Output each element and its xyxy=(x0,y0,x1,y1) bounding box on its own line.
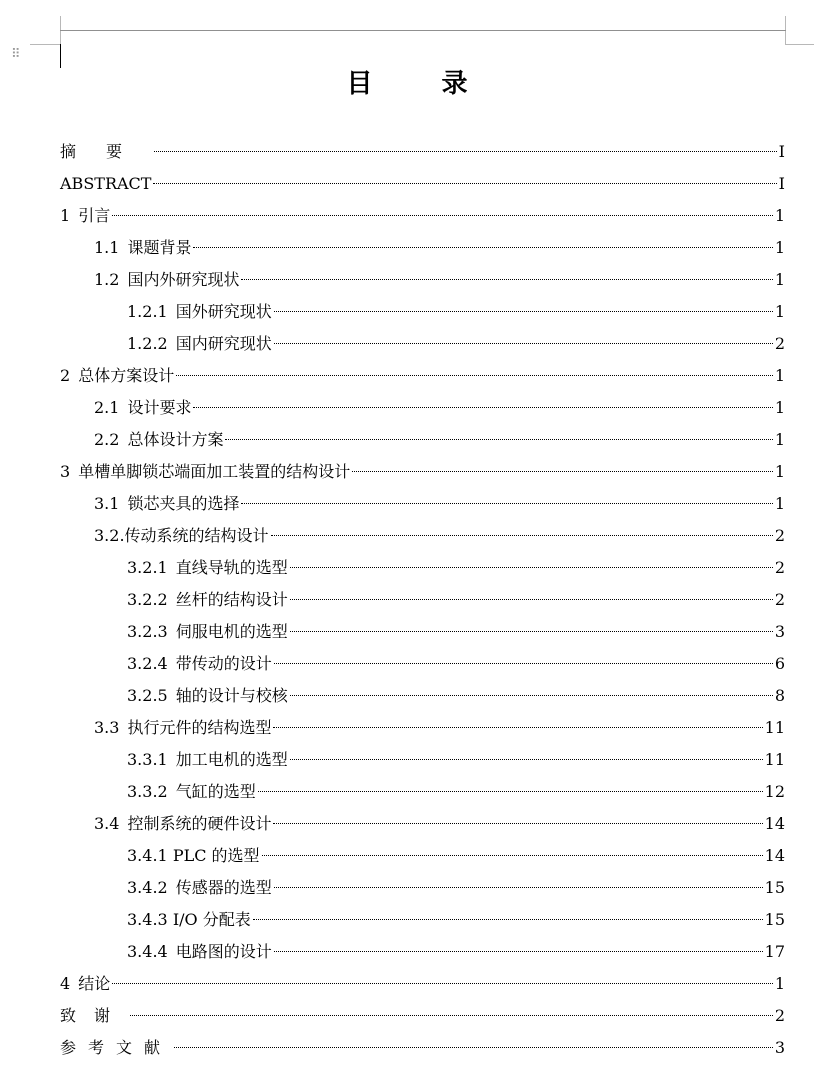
toc-entry[interactable] xyxy=(60,264,785,296)
toc-entry[interactable] xyxy=(60,648,785,680)
toc-entry[interactable] xyxy=(60,776,785,808)
toc-entry-page: 2 xyxy=(774,1006,785,1025)
toc-dot-leader xyxy=(290,567,773,568)
toc-entry[interactable] xyxy=(60,904,785,936)
toc-entry-number: 1.2.2 xyxy=(127,334,168,353)
toc-entry-label xyxy=(60,1032,172,1064)
toc-entry-text: 控制系统的硬件设计 xyxy=(127,814,272,833)
toc-entry[interactable] xyxy=(60,136,785,168)
toc-dot-leader xyxy=(225,439,772,440)
toc-entry[interactable] xyxy=(60,936,785,968)
toc-entry-page: 1 xyxy=(774,238,785,257)
toc-entry[interactable] xyxy=(60,552,785,584)
toc-entry-page: 2 xyxy=(774,526,785,545)
toc-entry-text: 传感器的选型 xyxy=(175,878,272,897)
toc-entry-label xyxy=(60,456,350,488)
toc-entry-text: 传动系统的结构设计 xyxy=(124,526,269,545)
toc-entry-text: 摘要 xyxy=(60,142,153,161)
toc-entry-label xyxy=(127,616,288,648)
toc-dot-leader xyxy=(274,887,763,888)
toc-dot-leader xyxy=(271,535,773,536)
toc-entry-text: 直线导轨的选型 xyxy=(175,558,288,577)
toc-dot-leader xyxy=(176,375,773,376)
toc-entry[interactable] xyxy=(60,232,785,264)
toc-dot-leader xyxy=(154,151,777,152)
page-title: 目 录 xyxy=(346,69,498,99)
toc-entry-label xyxy=(60,168,151,200)
toc-dot-leader xyxy=(273,727,762,728)
toc-dot-leader xyxy=(258,791,763,792)
toc-entry-label xyxy=(94,808,271,840)
toc-dot-leader xyxy=(241,503,772,504)
toc-dot-leader xyxy=(352,471,773,472)
toc-entry-label xyxy=(60,136,152,168)
drag-handle-icon[interactable]: ⠿ xyxy=(11,47,20,62)
toc-entry-page: I xyxy=(778,142,785,161)
toc-entry-number: 3 xyxy=(60,462,71,481)
toc-dot-leader xyxy=(290,695,773,696)
toc-entry-label xyxy=(127,776,256,808)
toc-entry-text: 丝杆的结构设计 xyxy=(175,590,288,609)
toc-entry-number: 3.1 xyxy=(94,494,120,513)
toc-entry-page: 1 xyxy=(774,270,785,289)
toc-entry-label xyxy=(127,872,272,904)
toc-entry-label xyxy=(127,328,272,360)
toc-entry-page: 14 xyxy=(764,846,785,865)
toc-entry-number: 2.1 xyxy=(94,398,120,417)
toc-entry[interactable] xyxy=(60,872,785,904)
toc-entry-text: 课题背景 xyxy=(127,238,192,257)
toc-entry-page: 1 xyxy=(774,494,785,513)
toc-entry-page: 1 xyxy=(774,974,785,993)
toc-entry[interactable] xyxy=(60,424,785,456)
toc-entry-text: 致谢 xyxy=(60,1006,129,1025)
table-of-contents xyxy=(60,136,785,1064)
toc-entry-page: 1 xyxy=(774,206,785,225)
toc-entry-number: 1.1 xyxy=(94,238,120,257)
toc-entry-page: 8 xyxy=(774,686,785,705)
toc-dot-leader xyxy=(130,1015,773,1016)
toc-dot-leader xyxy=(262,855,763,856)
toc-dot-leader xyxy=(112,215,773,216)
toc-entry-page: 1 xyxy=(774,366,785,385)
toc-dot-leader xyxy=(273,823,762,824)
toc-dot-leader xyxy=(153,183,776,184)
toc-entry-text: 锁芯夹具的选择 xyxy=(127,494,240,513)
toc-dot-leader xyxy=(274,951,763,952)
toc-entry[interactable] xyxy=(60,680,785,712)
toc-entry-page: 3 xyxy=(774,622,785,641)
toc-entry-number: 3.2.4 xyxy=(127,654,168,673)
toc-entry[interactable] xyxy=(60,584,785,616)
toc-entry-label xyxy=(127,296,272,328)
page-corner-mark-top-right xyxy=(785,16,814,45)
toc-entry-number: 4 xyxy=(60,974,71,993)
toc-entry-label xyxy=(94,232,191,264)
toc-entry-number: 1 xyxy=(60,206,71,225)
toc-dot-leader xyxy=(274,311,773,312)
toc-entry[interactable] xyxy=(60,296,785,328)
toc-entry-label xyxy=(127,744,288,776)
toc-dot-leader xyxy=(253,919,763,920)
toc-entry-page: 6 xyxy=(774,654,785,673)
toc-entry-text: I/O 分配表 xyxy=(172,910,251,929)
toc-entry-page: 3 xyxy=(774,1038,785,1057)
toc-entry[interactable] xyxy=(60,840,785,872)
toc-entry-number: 3.4.4 xyxy=(127,942,168,961)
toc-entry-number: 1.2.1 xyxy=(127,302,168,321)
toc-entry-text: 国外研究现状 xyxy=(175,302,272,321)
toc-entry-text: 单槽单脚锁芯端面加工装置的结构设计 xyxy=(78,462,351,481)
toc-entry-label xyxy=(127,648,272,680)
toc-entry-label xyxy=(127,552,288,584)
toc-entry-number: 1.2 xyxy=(94,270,120,289)
toc-entry-label xyxy=(127,680,288,712)
toc-entry-number: 3.2.5 xyxy=(127,686,168,705)
toc-entry-label xyxy=(94,712,271,744)
toc-entry-text: 伺服电机的选型 xyxy=(175,622,288,641)
toc-entry-page: 2 xyxy=(774,590,785,609)
toc-entry-number: 3.4.3 xyxy=(127,910,168,929)
toc-entry[interactable] xyxy=(60,744,785,776)
toc-entry[interactable] xyxy=(60,488,785,520)
toc-entry[interactable] xyxy=(60,616,785,648)
toc-dot-leader xyxy=(274,343,773,344)
toc-entry-label xyxy=(94,424,223,456)
toc-entry[interactable] xyxy=(60,520,785,552)
toc-dot-leader xyxy=(193,407,772,408)
toc-entry-page: 12 xyxy=(764,782,785,801)
toc-entry-number: 3.2.1 xyxy=(127,558,168,577)
toc-entry-text: PLC 的选型 xyxy=(172,846,260,865)
toc-entry[interactable] xyxy=(60,200,785,232)
toc-entry[interactable] xyxy=(60,1000,785,1032)
toc-entry-label xyxy=(60,1000,128,1032)
toc-dot-leader xyxy=(174,1047,773,1048)
toc-entry-text: 总体设计方案 xyxy=(127,430,224,449)
toc-dot-leader xyxy=(290,631,773,632)
toc-entry-text: 执行元件的结构选型 xyxy=(127,718,272,737)
toc-entry-text: 设计要求 xyxy=(127,398,192,417)
toc-entry-number: 3.4.2 xyxy=(127,878,168,897)
toc-entry-page: 11 xyxy=(764,718,785,737)
toc-entry-page: 11 xyxy=(764,750,785,769)
toc-dot-leader xyxy=(112,983,773,984)
toc-entry-page: 2 xyxy=(774,558,785,577)
toc-entry-number: 3.3.2 xyxy=(127,782,168,801)
page-corner-mark-top-left xyxy=(30,16,61,45)
toc-entry-label xyxy=(60,968,110,1000)
toc-entry-text: 轴的设计与校核 xyxy=(175,686,288,705)
toc-entry-number: 2.2 xyxy=(94,430,120,449)
toc-entry[interactable] xyxy=(60,808,785,840)
toc-entry-number: 3.3.1 xyxy=(127,750,168,769)
toc-entry-text: 国内外研究现状 xyxy=(127,270,240,289)
toc-entry[interactable] xyxy=(60,360,785,392)
toc-entry-label xyxy=(127,904,251,936)
toc-entry-label xyxy=(94,392,191,424)
toc-entry[interactable] xyxy=(60,392,785,424)
toc-entry-number: 3.2. xyxy=(94,526,125,545)
toc-entry-number: 3.4 xyxy=(94,814,120,833)
toc-dot-leader xyxy=(274,663,773,664)
toc-entry-text: 引言 xyxy=(78,206,111,225)
toc-entry-label xyxy=(94,488,239,520)
toc-entry-label xyxy=(127,584,288,616)
toc-entry-label xyxy=(94,520,269,552)
toc-dot-leader xyxy=(290,759,763,760)
toc-entry-number: 3.2.2 xyxy=(127,590,168,609)
toc-entry[interactable] xyxy=(60,968,785,1000)
toc-entry-text: 参考文献 xyxy=(60,1038,173,1057)
toc-entry-text: 结论 xyxy=(78,974,111,993)
toc-entry[interactable] xyxy=(60,1032,785,1064)
toc-entry-page: 15 xyxy=(764,878,785,897)
toc-entry-page: 1 xyxy=(774,398,785,417)
toc-entry-label xyxy=(94,264,239,296)
toc-entry-label xyxy=(60,360,174,392)
toc-entry-number: 2 xyxy=(60,366,71,385)
toc-entry-page: 15 xyxy=(764,910,785,929)
toc-dot-leader xyxy=(241,279,772,280)
toc-entry-number: 3.3 xyxy=(94,718,120,737)
toc-dot-leader xyxy=(193,247,772,248)
toc-entry[interactable] xyxy=(60,712,785,744)
toc-entry-page: 17 xyxy=(764,942,785,961)
toc-entry-page: 14 xyxy=(764,814,785,833)
toc-entry-page: I xyxy=(778,174,785,193)
toc-entry-page: 1 xyxy=(774,462,785,481)
toc-entry-label xyxy=(127,840,260,872)
toc-entry-text: 电路图的设计 xyxy=(175,942,272,961)
header-rule xyxy=(60,30,786,31)
toc-entry-number: 3.2.3 xyxy=(127,622,168,641)
toc-entry-label xyxy=(60,200,110,232)
toc-entry-text: 总体方案设计 xyxy=(78,366,175,385)
toc-entry-text: 气缸的选型 xyxy=(175,782,256,801)
toc-entry[interactable] xyxy=(60,328,785,360)
toc-entry-text: 带传动的设计 xyxy=(175,654,272,673)
toc-entry-text: 国内研究现状 xyxy=(175,334,272,353)
toc-dot-leader xyxy=(290,599,773,600)
toc-entry-text: 加工电机的选型 xyxy=(175,750,288,769)
toc-entry[interactable] xyxy=(60,456,785,488)
toc-entry-label xyxy=(127,936,272,968)
toc-entry-text: ABSTRACT xyxy=(60,174,152,193)
toc-entry[interactable] xyxy=(60,168,785,200)
toc-entry-number: 3.4.1 xyxy=(127,846,168,865)
toc-entry-page: 1 xyxy=(774,430,785,449)
toc-entry-page: 2 xyxy=(774,334,785,353)
toc-entry-page: 1 xyxy=(774,302,785,321)
